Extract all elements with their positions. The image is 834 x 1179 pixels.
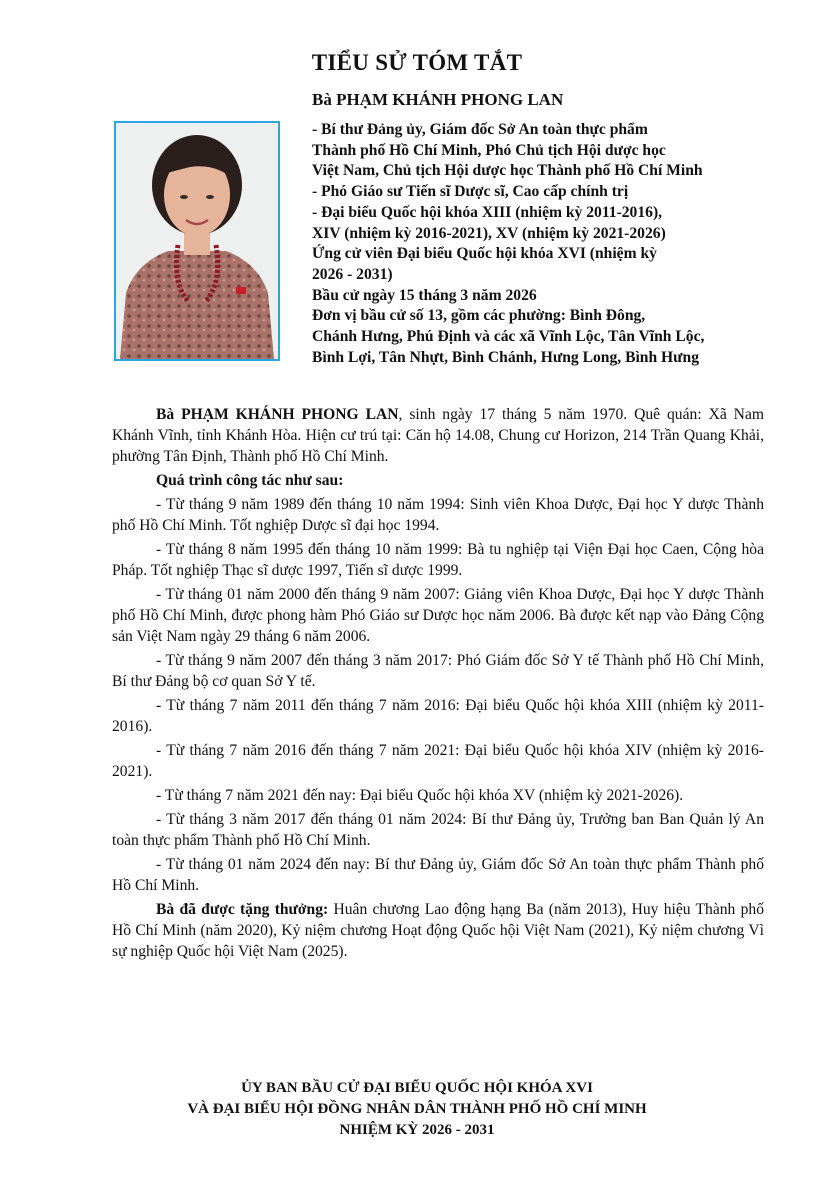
summary-line: Đơn vị bầu cử số 13, gồm các phường: Bình Đông, <box>312 307 646 325</box>
portrait-image <box>116 123 278 359</box>
summary-line: XIV (nhiệm kỳ 2016-2021), XV (nhiệm kỳ 2021-2026) <box>312 224 666 242</box>
summary-line: Ứng cử viên Đại biểu Quốc hội khóa XVI (nhiệm kỳ <box>312 245 657 263</box>
summary-line: - Bí thư Đảng ủy, Giám đốc Sở An toàn thực phẩm <box>312 121 648 138</box>
footer-line: VÀ ĐẠI BIỂU HỘI ĐỒNG NHÂN DÂN THÀNH PHỐ HỒ CHÍ MINH <box>187 1101 647 1117</box>
work-item: - Từ tháng 9 năm 1989 đến tháng 10 năm 1994: Sinh viên Khoa Dược, Đại học Y dược Thành phố Hồ Chí Minh. Tốt nghiệp Dược sĩ đại học 1994. <box>112 496 764 534</box>
issuer-footer <box>0 1078 834 1141</box>
summary-line: Việt Nam, Chủ tịch Hội dược học Thành phố Hồ Chí Minh <box>312 162 703 180</box>
summary-line: 2026 - 2031) <box>312 265 393 283</box>
summary-line: - Đại biểu Quốc hội khóa XIII (nhiệm kỳ 2011-2016), <box>312 203 663 221</box>
name-heading: Bà PHẠM KHÁNH PHONG LAN <box>312 90 564 109</box>
work-item: - Từ tháng 7 năm 2011 đến tháng 7 năm 2016: Đại biểu Quốc hội khóa XIII (nhiệm kỳ 2011-2016). <box>112 697 764 735</box>
footer-line: ỦY BAN BẦU CỬ ĐẠI BIỂU QUỐC HỘI KHÓA XVI <box>241 1080 593 1096</box>
work-item: - Từ tháng 7 năm 2016 đến tháng 7 năm 2021: Đại biểu Quốc hội khóa XIV (nhiệm kỳ 2016-2021). <box>112 742 764 780</box>
work-item: - Từ tháng 01 năm 2000 đến tháng 9 năm 2007: Giảng viên Khoa Dược, Đại học Y dược Thành phố Hồ Chí Minh, được phong hàm Phó Giáo sư Dược học năm 2006. Bà được kết nạp vào Đảng Cộng sản Việt Nam ngày 29 tháng 6 năm 2006. <box>112 586 764 645</box>
work-item: - Từ tháng 8 năm 1995 đến tháng 10 năm 1999: Bà tu nghiệp tại Viện Đại học Caen, Cộng hòa Pháp. Tốt nghiệp Thạc sĩ dược 1997, Tiến sĩ dược 1999. <box>112 541 764 579</box>
summary-line: Bầu cử ngày 15 tháng 3 năm 2026 <box>312 286 537 304</box>
summary-line: Thành phố Hồ Chí Minh, Phó Chủ tịch Hội dược học <box>312 141 666 159</box>
footer-line: NHIỆM KỲ 2026 - 2031 <box>339 1122 495 1138</box>
intro-paragraph <box>112 404 764 467</box>
work-item: - Từ tháng 9 năm 2007 đến tháng 3 năm 2017: Phó Giám đốc Sở Y tế Thành phố Hồ Chí Minh, Bí thư Đảng bộ cơ quan Sở Y tế. <box>112 652 764 690</box>
work-item: - Từ tháng 01 năm 2024 đến nay: Bí thư Đảng ủy, Giám đốc Sở An toàn thực phẩm Thành phố Hồ Chí Minh. <box>112 856 764 894</box>
summary-line: Bình Lợi, Tân Nhựt, Bình Chánh, Hưng Long, Bình Hưng <box>312 348 700 366</box>
awards-text: Huân chương Lao động hạng Ba (năm 2013), Huy hiệu Thành phố Hồ Chí Minh (năm 2020), Kỷ niệm chương Hoạt động Quốc hội Việt Nam (2021), Kỷ niệm chương Vì sự nghiệp Quốc hội Việt Nam (2025). <box>112 901 764 960</box>
biography-body <box>112 404 764 962</box>
intro-text: , sinh ngày 17 tháng 5 năm 1970. Quê quán: Xã Nam Khánh Vĩnh, tỉnh Khánh Hòa. Hiện cư trú tại: Căn hộ 14.08, Chung cư Horizon, 214 Trần Quang Khải, phường Tân Định, Thành phố Hồ Chí Minh. <box>112 406 764 465</box>
intro-name: Bà PHẠM KHÁNH PHONG LAN <box>156 406 399 423</box>
summary-line: Chánh Hưng, Phú Định và các xã Vĩnh Lộc, Tân Vĩnh Lộc, <box>312 328 705 346</box>
work-item: - Từ tháng 3 năm 2017 đến tháng 01 năm 2024: Bí thư Đảng ủy, Trưởng ban Ban Quản lý An toàn thực phẩm Thành phố Hồ Chí Minh. <box>112 811 764 849</box>
page-title: TIỂU SỬ TÓM TẮT <box>311 50 523 75</box>
work-heading: Quá trình công tác như sau: <box>156 472 344 489</box>
work-item: - Từ tháng 7 năm 2021 đến nay: Đại biểu Quốc hội khóa XV (nhiệm kỳ 2021-2026). <box>156 787 684 804</box>
awards-label: Bà đã được tặng thưởng: <box>156 901 329 918</box>
summary-line: - Phó Giáo sư Tiến sĩ Dược sĩ, Cao cấp chính trị <box>312 183 629 201</box>
awards-paragraph <box>112 899 764 962</box>
portrait-photo <box>114 121 280 361</box>
summary-block <box>312 120 772 368</box>
